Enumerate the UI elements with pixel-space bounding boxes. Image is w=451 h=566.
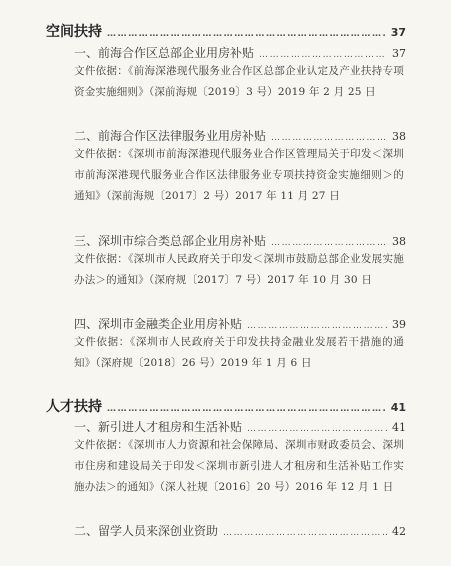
entry-title: 二、前海合作区法律服务业用房补贴 (74, 129, 267, 143)
toc-entry[interactable] (74, 418, 406, 435)
entry-page-number: 38 (392, 235, 406, 248)
section-title: 人才扶持 (46, 399, 102, 415)
leader-dots (247, 321, 387, 331)
entry-title: 一、新引进人才租房和生活补贴 (74, 420, 243, 434)
leader-dots (259, 50, 387, 60)
leader-dots (271, 238, 387, 248)
document-basis: 文件依据：《深圳市人民政府关于印发＜深圳市鼓励总部企业发展实施办法＞的通知》（深府规〔2017〕7 号）2017 年 10 月 30 日 (74, 253, 404, 286)
entry-title: 一、前海合作区总部企业用房补贴 (74, 46, 255, 60)
section-page-number: 37 (390, 26, 406, 39)
toc-entry[interactable] (74, 127, 406, 144)
section-page-number: 41 (390, 401, 406, 414)
entry-title: 三、深圳市综合类总部企业用房补贴 (74, 234, 267, 248)
toc-entry[interactable] (74, 522, 406, 539)
leader-dots (223, 528, 387, 538)
leader-dots (107, 29, 386, 39)
document-basis: 文件依据：《深圳市前海深港现代服务业合作区管理局关于印发＜深圳市前海深港现代服务业合作区法律服务业专项扶持资金实施细则＞的通知》（深前海规〔2017〕2 号）2017 年 11 月 27 日 (74, 148, 404, 202)
document-basis: 文件依据：《前海深港现代服务业合作区总部企业认定及产业扶持专项资金实施细则》（深前海规〔2019〕3 号）2019 年 2 月 25 日 (74, 65, 404, 98)
leader-dots (107, 404, 386, 414)
entry-page-number: 39 (392, 318, 406, 331)
document-basis: 文件依据：《深圳市人民政府关于印发扶持金融业发展若干措施的通知》（深府规〔2018〕26 号）2019 年 1 月 6 日 (74, 336, 404, 369)
toc-entry[interactable] (74, 44, 406, 61)
section-title: 空间扶持 (46, 24, 102, 40)
toc-entry[interactable] (74, 232, 406, 249)
leader-dots (271, 133, 387, 143)
entry-page-number: 38 (392, 130, 406, 143)
entry-page-number: 42 (392, 525, 406, 538)
document-basis: 文件依据：《深圳市人力资源和社会保障局、深圳市财政委员会、深圳市住房和建设局关于印发＜深圳市新引进人才租房和生活补贴工作实施办法＞的通知》（深人社规〔2016〕20 号）2016 年 12 月 1 日 (74, 439, 404, 493)
entry-title: 二、留学人员来深创业资助 (74, 524, 219, 538)
leader-dots (247, 424, 387, 434)
entry-title: 四、深圳市金融类企业用房补贴 (74, 317, 243, 331)
entry-page-number: 37 (392, 47, 406, 60)
toc-entry[interactable] (74, 315, 406, 332)
entry-page-number: 41 (392, 421, 406, 434)
section-heading-talent-support[interactable] (46, 396, 406, 416)
section-heading-space-support[interactable] (46, 21, 406, 41)
